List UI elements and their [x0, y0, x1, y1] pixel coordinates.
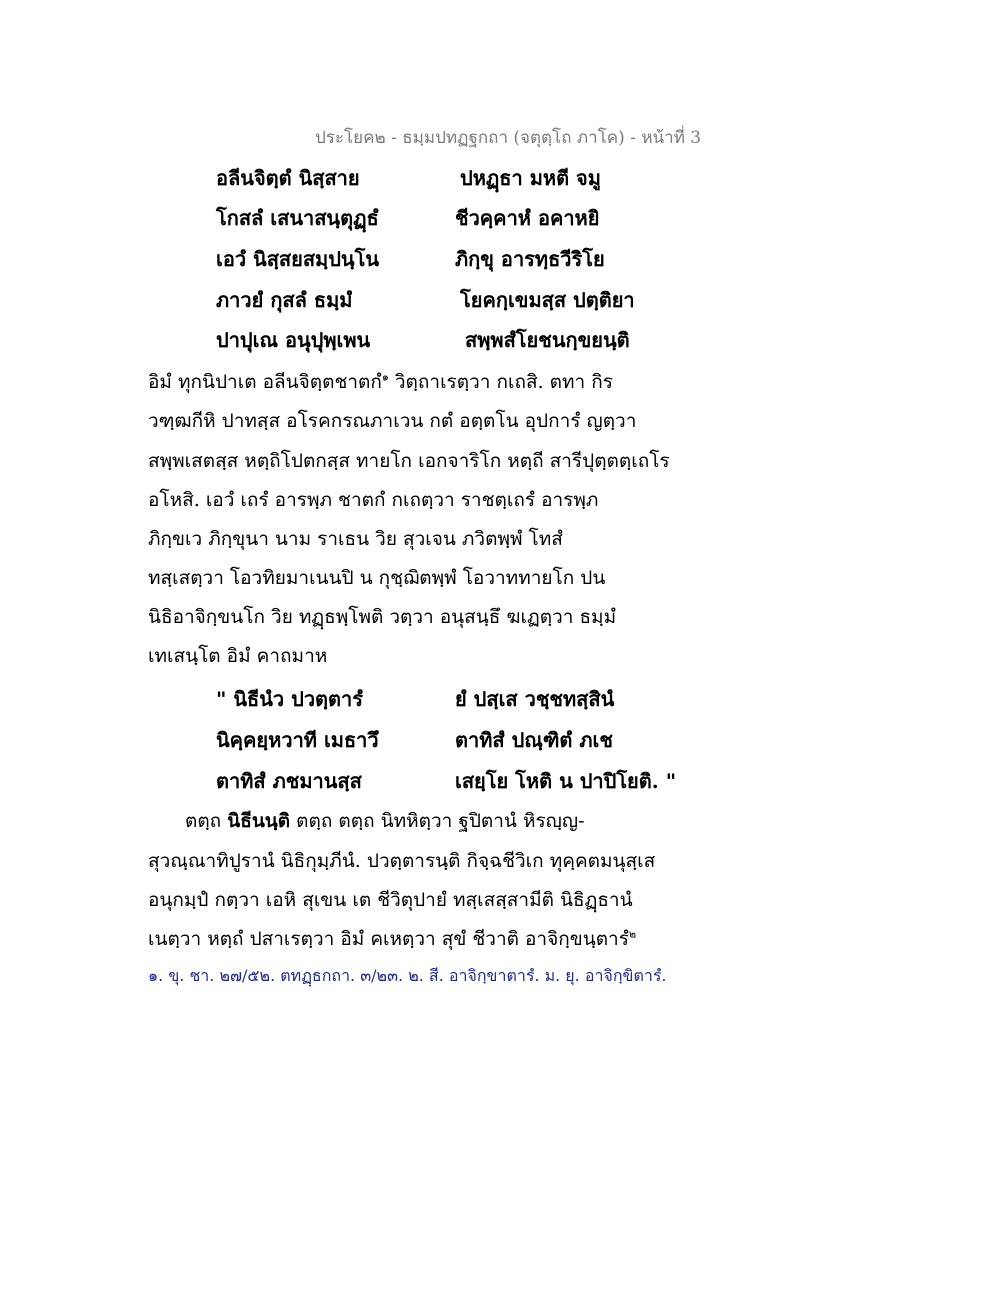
paragraph-1-line-1-b: วิตฺถาเรตฺวา กเถสิ. ตทา กิร: [388, 371, 613, 393]
keyword-nidhinanti: นิธีนนฺติ: [227, 810, 291, 832]
verse2-line-1-left: " นิธีนํว ปวตฺตารํ: [216, 687, 364, 711]
paragraph-2-line-1-post: ตตฺถ ตตฺถ นิทหิตฺวา ฐปิตานํ หิรญฺญ-: [290, 810, 585, 832]
paragraph-1-line-4: อโหสิ. เอวํ เถรํ อารพฺภ ชาตกํ กเถตฺวา ราชตฺเถรํ อารพฺภ: [148, 489, 599, 511]
footnote: ๑. ขุ. ชา. ๒๗/๕๒. ตทฏฺธกถา. ๓/๒๓. ๒. สี. อาจิกฺขาตารํ. ม. ยุ. อาจิกฺขิตารํ.: [148, 966, 667, 985]
paragraph-1-line-7: นิธิอาจิกฺขนโก วิย ทฏฺธพฺโพติ วตฺวา อนุสนฺธึ ฆเฏตฺวา ธมฺมํ: [148, 606, 617, 628]
paragraph-2-line-3: อนุกมฺปํ กตฺวา เอหิ สุเขน เต ชีวิตุปายํ ทสฺเสสฺสามีติ นิธิฏฺธานํ: [148, 889, 633, 911]
paragraph-2-line-2: สุวณฺณาทิปูรานํ นิธิกุมฺภีนํ. ปวตฺตารนฺติ กิจฺฉชีวิเก ทุคฺคตมนุสฺเส: [148, 850, 656, 872]
paragraph-2-line-4-text: เนตฺวา หตฺถํ ปสาเรตฺวา อิมํ คเหตฺวา สุขํ ชีวาติ อาจิกฺขนฺตารํ: [148, 928, 629, 950]
verse-line-3-left: เอวํ นิสฺสยสมฺปนฺโน: [216, 247, 380, 271]
footnote-ref-2: ๒: [628, 927, 637, 941]
paragraph-1-line-3: สพฺพเสตสฺส หตฺถิโปตกสฺส ทายโก เอกจาริโก หตฺถี สารีปุตฺตตฺเถโร: [148, 450, 670, 472]
verse-line-1-right: ปหฏฺธา มหตี จมู: [460, 166, 601, 190]
verse2-line-3-left: ตาทิสํ ภชมานสฺส: [216, 769, 362, 793]
verse-line-2-left: โกสลํ เสนาสนฺตุฏฺธํ: [216, 206, 379, 230]
verse2-line-2-left: นิคฺคยฺหวาที เมธาวึ: [216, 728, 379, 752]
verse-line-2-right: ชีวคฺคาหํ อคาหยิ: [455, 206, 600, 230]
paragraph-1-line-1: [148, 367, 613, 397]
paragraph-1-line-2: วฑฺฒกีหิ ปาทสฺส อโรคกรณภาเวน กตํ อตฺตโน อุปการํ ญตฺวา: [148, 410, 637, 432]
paragraph-1-line-1-a: อิมํ ทุกนิปาเต อลีนจิตฺตชาตกํ: [148, 371, 382, 393]
paragraph-1-line-6: ทสฺเสตฺวา โอวทิยมาเนนปิ น กุชฺฌิตพฺพํ โอวาททายโก ปน: [148, 567, 606, 589]
paragraph-1-line-8: เทเสนฺโต อิมํ คาถมาห: [148, 645, 328, 667]
paragraph-2-line-4: [148, 924, 636, 954]
paragraph-2-line-1-pre: ตตฺถ: [185, 810, 228, 832]
footnote-ref-1: ๑: [381, 370, 389, 384]
verse-line-3-right: ภิกฺขุ อารทฺธวีริโย: [455, 247, 605, 271]
verse2-line-3-right: เสยฺโย โหติ น ปาปิโยติ. ": [455, 769, 677, 793]
verse2-line-1-right: ยํ ปสฺเส วชฺชทสฺสินํ: [455, 687, 615, 711]
paragraph-1-line-5: ภิกฺขเว ภิกฺขุนา นาม ราเธน วิย สุวเจน ภวิตพฺพํ โทสํ: [148, 528, 563, 550]
verse-line-1-left: อลีนจิตฺตํ นิสฺสาย: [216, 166, 360, 190]
verse-line-4-left: ภาวยํ กุสลํ ธมฺมํ: [216, 288, 353, 312]
verse-line-5-left: ปาปุเณ อนุปุพฺเพน: [216, 328, 371, 352]
paragraph-2-line-1: [185, 806, 584, 836]
verse-line-4-right: โยคกฺเขมสฺส ปตฺติยา: [460, 288, 635, 312]
page-header: ประโยค๒ - ธมฺมปทฏฐกถา (จตุตฺโถ ภาโค) - หน้าที่ 3: [315, 128, 702, 148]
verse-line-5-right: สพฺพสํโยชนกฺขยนฺติ: [465, 328, 630, 352]
verse2-line-2-right: ตาทิสํ ปณฺฑิตํ ภเช: [455, 728, 613, 752]
